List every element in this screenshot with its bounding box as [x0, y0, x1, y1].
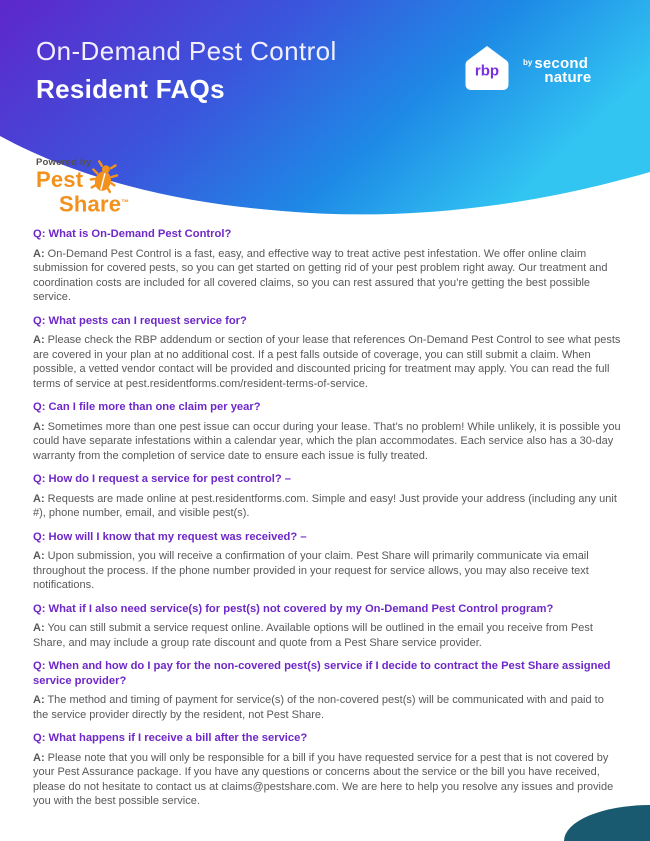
- faq-item: [33, 731, 621, 809]
- faq-answer: A: Please check the RBP addendum or section of your lease that references On-Demand Pest Control to see what pests are covered in your plan at no additional cost. If a pest falls outside of coverage, you can still submit a claim. When possible, a vetted vendor contact will be provided and discounted pricing for treatment may apply. You can read the full terms of service at pest.residentforms.com/resident-terms-of-service.: [33, 334, 621, 390]
- rbp-brand: [460, 42, 591, 96]
- powered-by-label: Powered by: [36, 157, 92, 168]
- faq-question: Q: Can I file more than one claim per year?: [33, 401, 261, 413]
- pestshare-logo: [36, 157, 129, 217]
- answer-prefix: A:: [33, 550, 45, 562]
- faq-item: [33, 227, 621, 305]
- by-label: by: [523, 58, 533, 67]
- faq-item: [33, 400, 621, 463]
- faq-item: [33, 314, 621, 392]
- faq-list: [33, 227, 621, 809]
- answer-prefix: A:: [33, 492, 45, 505]
- faq-answer: A: Requests are made online at pest.residentforms.com. Simple and easy! Just provide your address (including any unit #), phone number, email, and visible pest(s).: [33, 492, 617, 519]
- faq-question: Q: How do I request a service for pest control? –: [33, 473, 291, 485]
- pestshare-word-pest: Pest: [36, 167, 84, 192]
- faq-answer: A: On-Demand Pest Control is a fast, easy, and effective way to treat active pest infestation. We offer online claim submission for covered pests, so you can get started on getting rid of your pest problem right away. Our treatment and coordination costs are included for all covered claims, so you can rest assured that you’re getting the best possible service.: [33, 247, 608, 303]
- second-nature-line1: second: [534, 55, 589, 72]
- page-title: On-Demand Pest Control: [36, 36, 337, 66]
- faq-question: Q: What if I also need service(s) for pest(s) not covered by my On-Demand Pest Control program?: [33, 602, 554, 615]
- answer-prefix: A:: [33, 420, 45, 433]
- beetle-icon: [87, 158, 122, 196]
- faq-question: Q: What pests can I request service for?: [33, 314, 247, 327]
- faq-answer: A: You can still submit a service request online. Available options will be outlined in the email you receive from Pest Share, and may include a group rate discount and quote from a Pest Share service provider.: [33, 622, 593, 649]
- corner-accent: [564, 805, 650, 841]
- faq-question: Q: When and how do I pay for the non-covered pest(s) service if I decide to contract the Pest Share assigned service provider?: [33, 660, 611, 687]
- faq-answer: A: Upon submission, you will receive a confirmation of your claim. Pest Share will primarily communicate via email throughout the process. If the phone number provided in your request for service allows, you may also receive text notifications.: [33, 550, 589, 591]
- answer-prefix: A:: [33, 622, 45, 634]
- faq-item: [33, 530, 621, 593]
- faq-item: [33, 659, 621, 722]
- faq-answer: A: The method and timing of payment for service(s) of the non-covered pest(s) will be communicated with and paid to the service provider directly by the resident, not Pest Share.: [33, 694, 604, 721]
- faq-answer: A: Sometimes more than one pest issue can occur during your lease. That’s no problem! While unlikely, it is possible you could have separate infestations within a calendar year, which the plan accommodates. Each service also has a 30-day warranty from the completion of service date to ensure each issue is fully treated.: [33, 420, 621, 462]
- second-nature-logo: [523, 57, 591, 85]
- faq-question: Q: What is On-Demand Pest Control?: [33, 228, 232, 240]
- header-titles: [36, 36, 337, 105]
- page-subtitle: Resident FAQs: [36, 74, 225, 104]
- answer-prefix: A:: [33, 247, 45, 260]
- answer-prefix: A:: [33, 694, 45, 706]
- faq-item: [33, 602, 621, 651]
- faq-answer: A: Please note that you will only be responsible for a bill if you have requested service for a pest that is not covered by your Pest Assurance package. If you have any questions or concerns about the service or the bill you have received, please do not hesitate to contact us at claims@pestshare.com. We are here to help you resolve any issues and provide you with the best possible service.: [33, 751, 614, 807]
- answer-prefix: A:: [33, 751, 45, 764]
- answer-prefix: A:: [33, 334, 45, 346]
- rbp-logo-icon: [460, 42, 514, 96]
- rbp-logo-text: rbp: [474, 62, 500, 80]
- trademark-symbol: ™: [121, 198, 130, 207]
- pestshare-word-share: Share: [59, 191, 122, 217]
- faq-item: [33, 472, 621, 521]
- faq-question: Q: How will I know that my request was received? –: [33, 530, 307, 543]
- faq-question: Q: What happens if I receive a bill after the service?: [33, 732, 308, 744]
- second-nature-line2: nature: [544, 69, 592, 86]
